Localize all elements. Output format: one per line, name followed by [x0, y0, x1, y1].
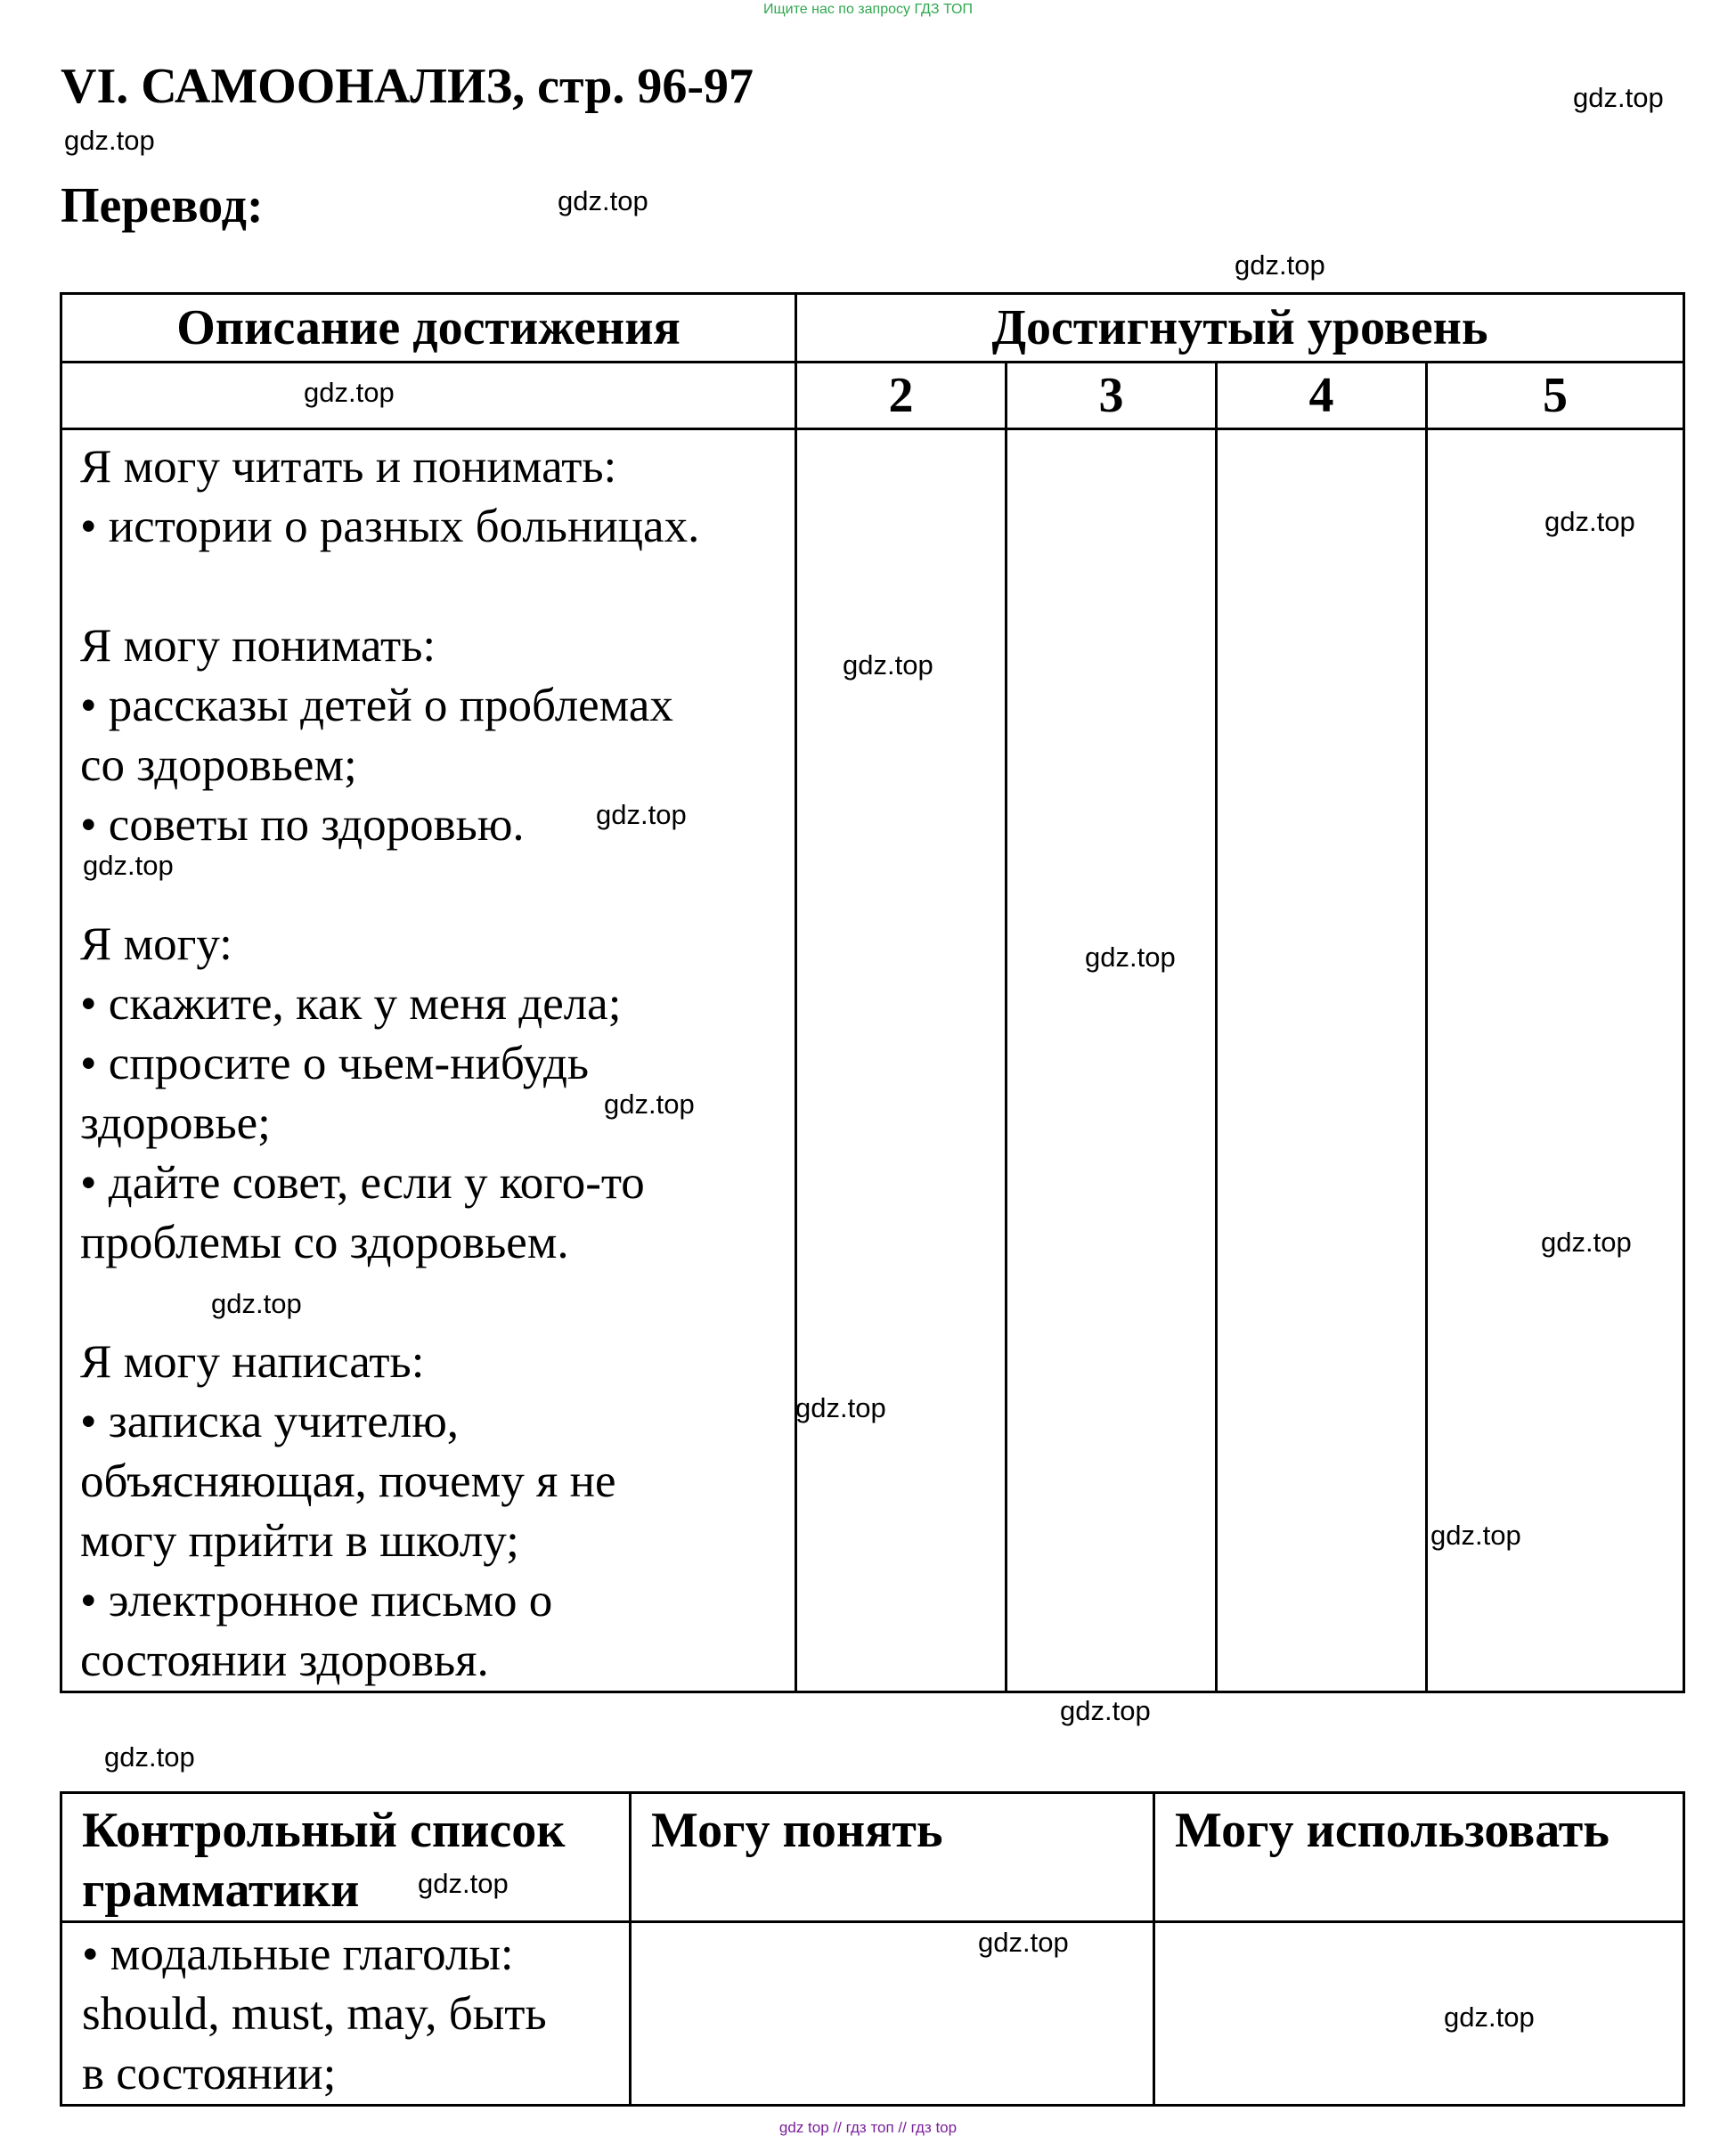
list-item: • истории о разных больницах.: [80, 501, 700, 552]
header-description: Описание достижения: [61, 294, 796, 363]
list-item: should, must, may, быть: [82, 1988, 547, 2040]
list-item: состоянии здоровья.: [80, 1634, 489, 1686]
writing-block: [80, 1333, 795, 1691]
list-item: • электронное письмо о: [80, 1575, 553, 1626]
list-item: • скажите, как у меня дела;: [80, 978, 622, 1030]
watermark: gdz.top: [304, 377, 395, 408]
header-empty-cell: [61, 363, 796, 429]
grammar-checklist-header: [61, 1793, 631, 1922]
page-title: VI. САМООНАЛИЗ, стр. 96-97: [61, 59, 754, 114]
list-item: Я могу читать и понимать:: [80, 441, 617, 493]
level-2-cell[interactable]: [796, 429, 1007, 1692]
can-use-cell[interactable]: [1154, 1922, 1684, 2106]
watermark: gdz.top: [596, 799, 687, 830]
watermark: gdz.top: [83, 850, 174, 881]
watermark: gdz.top: [1060, 1695, 1151, 1726]
list-item: со здоровьем;: [80, 739, 357, 791]
watermark: gdz.top: [558, 185, 648, 216]
grammar-item-cell: [61, 1922, 631, 2106]
watermark: gdz.top: [1444, 2001, 1535, 2033]
watermark: gdz.top: [1085, 942, 1176, 973]
watermark: gdz.top: [1541, 1227, 1632, 1258]
list-item: Я могу:: [80, 918, 232, 970]
list-item: • рассказы детей о проблемах: [80, 680, 673, 731]
list-item: здоровье;: [80, 1097, 271, 1149]
can-understand-header: Могу понять: [631, 1793, 1154, 1922]
watermark: gdz.top: [211, 1288, 302, 1319]
header-line: Контрольный список: [82, 1803, 566, 1858]
header-line: грамматики: [82, 1863, 360, 1918]
watermark: gdz.top: [1573, 82, 1664, 113]
list-item: объясняющая, почему я не: [80, 1455, 616, 1507]
achievement-description-cell: [61, 429, 796, 1692]
list-item: • советы по здоровью.: [80, 799, 525, 851]
translation-heading: Перевод:: [61, 178, 264, 233]
level-3-cell[interactable]: [1007, 429, 1217, 1692]
top-banner[interactable]: Ищите нас по запросу ГДЗ ТОП: [763, 2, 973, 17]
self-assessment-table: [60, 292, 1685, 1693]
reading-block: [80, 437, 795, 557]
header-level: Достигнутый уровень: [796, 294, 1684, 363]
watermark: gdz.top: [978, 1927, 1069, 1958]
list-item: в состоянии;: [82, 2048, 337, 2099]
can-understand-cell[interactable]: [631, 1922, 1154, 2106]
level-5-header: 5: [1427, 363, 1684, 429]
listening-block: [80, 616, 795, 855]
level-2-header: 2: [796, 363, 1007, 429]
watermark: gdz.top: [604, 1088, 695, 1120]
list-item: • записка учителю,: [80, 1396, 460, 1447]
list-item: Я могу написать:: [80, 1336, 425, 1388]
watermark: gdz.top: [64, 125, 155, 156]
grammar-checklist-table: [60, 1791, 1685, 2107]
watermark: gdz.top: [795, 1392, 886, 1423]
list-item: могу прийти в школу;: [80, 1515, 519, 1567]
level-4-header: 4: [1217, 363, 1427, 429]
list-item: • спросите о чьем-нибудь: [80, 1038, 590, 1089]
list-item: • дайте совет, если у кого-то: [80, 1157, 645, 1209]
list-item: проблемы со здоровьем.: [80, 1217, 569, 1268]
watermark: gdz.top: [104, 1741, 195, 1773]
can-use-header: Могу использовать: [1154, 1793, 1684, 1922]
level-5-cell[interactable]: [1427, 429, 1684, 1692]
watermark: gdz.top: [843, 649, 933, 681]
watermark: gdz.top: [1430, 1520, 1521, 1551]
watermark: gdz.top: [1544, 506, 1635, 537]
level-3-header: 3: [1007, 363, 1217, 429]
list-item: Я могу понимать:: [80, 620, 436, 672]
level-4-cell[interactable]: [1217, 429, 1427, 1692]
list-item: • модальные глаголы:: [82, 1928, 514, 1980]
footer-links[interactable]: gdz top // гдз топ // гдз top: [778, 2119, 958, 2136]
watermark: gdz.top: [1235, 249, 1325, 281]
watermark: gdz.top: [418, 1868, 509, 1899]
